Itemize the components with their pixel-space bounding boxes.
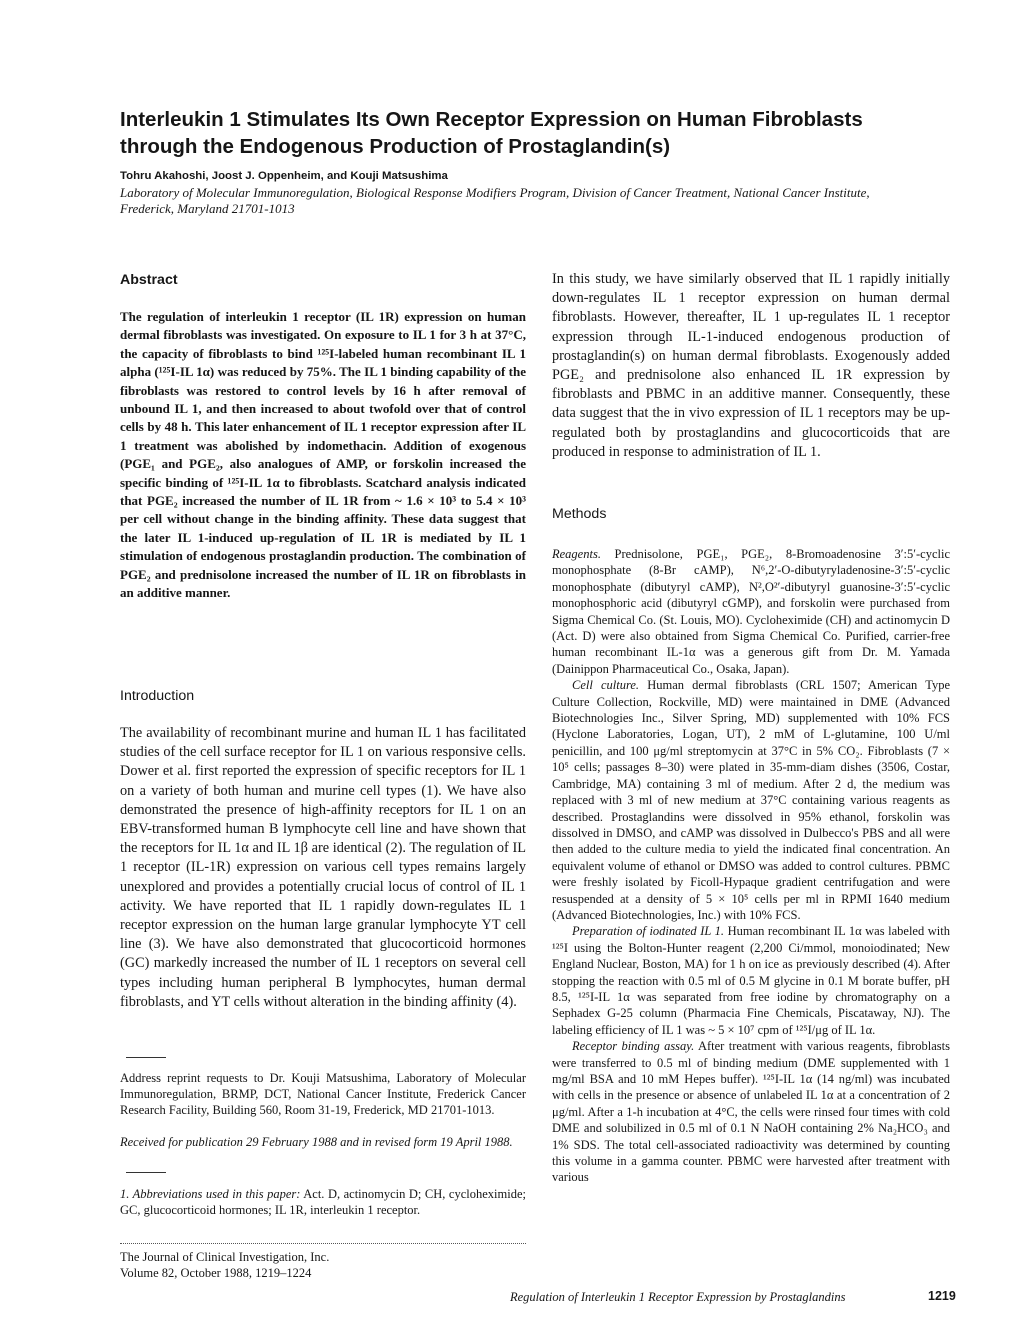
journal-rule xyxy=(120,1243,526,1244)
paragraph-text: After treatment with various reagents, fibroblasts were transferred to 0.5 ml of binding medium (DME supplemented with 1 mg/ml BSA and 10 mM Hepes buffer). ¹²⁵I-IL 1α (14 ng/ml) was incubated with cells in the presence or absence of unlabeled IL 1α at a concentration of 2 μg/ml. After a 1-h incubation at 4°C, the cells were rinsed four times with cold DME and solubilized in 0.5 ml of 0.1 N NaOH containing 2% Na₂HCO₃ and 1% SDS. The total cell-associated radioactivity was determined by counting this volume in a gamma counter. PBMC were harvested after treatment with various xyxy=(552,1039,950,1185)
abbreviations-footnote xyxy=(120,1186,526,1218)
affiliation: Laboratory of Molecular Immunoregulation, Biological Response Modifiers Program, Division of Cancer Treatment, National Cancer Institute, Frederick, Maryland 21701-1013 xyxy=(120,185,870,216)
abstract-heading: Abstract xyxy=(120,272,178,288)
subsection-label: Preparation of iodinated IL 1. xyxy=(572,924,725,939)
footnote-rule xyxy=(126,1057,166,1058)
abstract-text: The regulation of interleukin 1 receptor (IL 1R) expression on human dermal fibroblasts was investigated. On exposure to IL 1 for 3 h at 37°C, the capacity of fibroblasts to bind ¹²⁵I-labeled human recombinant IL 1 alpha (¹²⁵I-IL 1α) was reduced by 75%. The IL 1 binding capability of the fibroblasts was restored to control levels by 16 h after removal of unbound IL 1, and then increased to about twofold over that of control cells by 48 h. This later enhancement of IL 1 receptor expression after IL 1 treatment was abolished by indomethacin. Addition of exogenous (PGE₁ and PGE₂, also analogues of AMP, or forskolin increased the specific binding of ¹²⁵I-IL 1α to fibroblasts. Scatchard analysis indicated that PGE₂ increased the number of IL 1R from ~ 1.6 × 10³ to 5.4 × 10³ per cell without change in the binding affinity. These data suggest that the later IL 1-induced up-regulation of IL 1R is mediated by IL 1 stimulation of endogenous prostaglandin production. The combination of PGE₂ and prednisolone increased the number of IL 1R on fibroblasts in an additive manner. xyxy=(120,309,526,601)
journal-info xyxy=(120,1249,526,1281)
journal-name: The Journal of Clinical Investigation, Inc. xyxy=(120,1250,330,1264)
paragraph-text: Prednisolone, PGE₁, PGE₂, 8-Bromoadenosine 3′:5′-cyclic monophosphate (8-Br cAMP), N⁶,2′-O-dibutyryladenosine-3′:5′-cyclic monophosphate (dibutyryl cAMP), N²,O²′-dibutyryl guanosine-3′:5′-cyclic monophosphoric acid (dibutyryl cGMP), and forskolin were purchased from Sigma Chemical Co. (St. Louis, MO). Cycloheximide (CH) and actinomycin D (Act. D) were also obtained from Sigma Chemical Co. Purified, carrier-free human recombinant IL-1α was a generous gift from Dr. M. Yamada (Dainippon Pharmaceutical Co., Osaka, Japan). xyxy=(552,547,950,676)
author-list: Tohru Akahoshi, Joost J. Oppenheim, and Kouji Matsushima xyxy=(120,170,448,182)
subsection-label: Receptor binding assay. xyxy=(572,1039,695,1054)
methods-paragraph xyxy=(552,677,950,923)
methods-paragraph xyxy=(552,546,950,677)
methods-text xyxy=(552,546,950,1186)
abbreviations-label: 1. Abbreviations used in this paper: xyxy=(120,1187,301,1201)
subsection-label: Reagents. xyxy=(552,547,601,561)
abbreviations-text: Act. D, actinomycin D; CH, cycloheximide; GC, glucocorticoid hormones; IL 1R, interleukin 1 receptor. xyxy=(120,1187,526,1218)
methods-heading: Methods xyxy=(552,506,607,522)
paragraph-text: Human recombinant IL 1α was labeled with ¹²⁵I using the Bolton-Hunter reagent (2,200 Ci/mmol, monoiodinated; New England Nuclear, Boston, MA) for 1 h on ice as previously described (4). After stopping the reaction with 0.5 ml of 0.5 M glycine in 0.1 M borate buffer, pH 8.5, ¹²⁵I-IL 1α was separated from free iodine by chromatography on a Sephadex G-25 column (Pharmacia Fine Chemicals, Piscataway, NJ). The labeling efficiency of IL 1 was ~ 5 × 10⁷ cpm of ¹²⁵I/μg of IL 1α. xyxy=(552,924,950,1037)
footnote-rule xyxy=(126,1172,166,1173)
methods-paragraph xyxy=(552,923,950,1038)
introduction-continued: In this study, we have similarly observed that IL 1 rapidly initially down-regulates IL 1 receptor expression on human dermal fibroblasts. However, thereafter, IL 1 up-regulates IL 1 receptor expression through IL-1-induced endogenous production of prostaglandin(s) on human dermal fibroblasts. Exogenously added PGE₂ and prednisolone also enhanced IL 1R expression by fibroblasts and PBMC in an additive manner. Consequently, these data suggest that the in vivo expression of IL 1 receptors may be up-regulated both by prostaglandins and glucocorticoids that are produced in response to administration of IL 1. xyxy=(552,271,950,460)
methods-paragraph xyxy=(552,1038,950,1186)
running-footer: Regulation of Interleukin 1 Receptor Expression by Prostaglandins xyxy=(510,1290,846,1304)
reprint-address: Address reprint requests to Dr. Kouji Matsushima, Laboratory of Molecular Immunoregulation, BRMP, DCT, National Cancer Institute, Frederick Cancer Research Facility, Building 560, Room 31-19, Frederick, MD 21701-1013. xyxy=(120,1071,526,1118)
journal-volume: Volume 82, October 1988, 1219–1224 xyxy=(120,1266,312,1281)
introduction-text: The availability of recombinant murine and human IL 1 has facilitated studies of the cell surface receptor for IL 1 on various responsive cells. Dower et al. first reported the expression of specific receptors for IL 1 on a variety of both human and murine cell types (1). We have also demonstrated the presence of high-affinity receptors for IL 1 on an EBV-transformed human B lymphocyte cell line and have shown that the receptors for IL 1α and IL 1β are identical (2). The regulation of IL 1 receptor (IL-1R) expression on various cell types remains largely unexplored and provides a potentially crucial locus of control of IL 1 activity. We have reported that IL 1 rapidly down-regulates IL 1 receptor expression on the human large granular lymphocyte YT cell line (3). We have also demonstrated that glucocorticoid hormones (GC) markedly increased the number of IL 1 receptors on several cell types including human peripheral B lymphocytes, human dermal fibroblasts, and YT cells without alteration in the binding affinity (4). xyxy=(120,725,526,1010)
introduction-heading: Introduction xyxy=(120,688,195,704)
subsection-label: Cell culture. xyxy=(572,678,640,693)
page-number: 1219 xyxy=(928,1289,956,1303)
paragraph-text: Human dermal fibroblasts (CRL 1507; American Type Culture Collection, Rockville, MD) were maintained in DME (Advanced Biotechnologies Inc., Silver Spring, MD) supplemented with 10% FCS (Hyclone Laboratories, Logan, UT), 2 mM of L-glutamine, 100 U/ml penicillin, and 100 μg/ml streptomycin at 37°C in 5% CO₂. Fibroblasts (7 × 10⁵ cells; passages 8–30) were plated in 35-mm-diam dishes (3506, Costar, Cambridge, MA) containing 3 ml of medium. After 2 d, the medium was replaced with 3 ml of new medium at 37°C containing various reagents as described. Prostaglandins were dissolved in 95% ethanol, forskolin was dissolved in DMSO, and cAMP was dissolved in Dulbecco's PBS and all were then added to the culture media to yield the indicated final concentration. An equivalent volume of ethanol or DMSO was added to control cultures. PBMC were freshly isolated by Ficoll-Hypaque gradient centrifugation and were resuspended at a density of 5 × 10⁵ cells per ml in RPMI 1640 medium (Advanced Biotechnologies, Inc.) with 10% FCS. xyxy=(552,678,951,922)
article-title: Interleukin 1 Stimulates Its Own Receptor Expression on Human Fibroblasts through the Endogenous Production of Prostaglandin(s) xyxy=(120,108,863,158)
received-date: Received for publication 29 February 1988 and in revised form 19 April 1988. xyxy=(120,1135,513,1149)
